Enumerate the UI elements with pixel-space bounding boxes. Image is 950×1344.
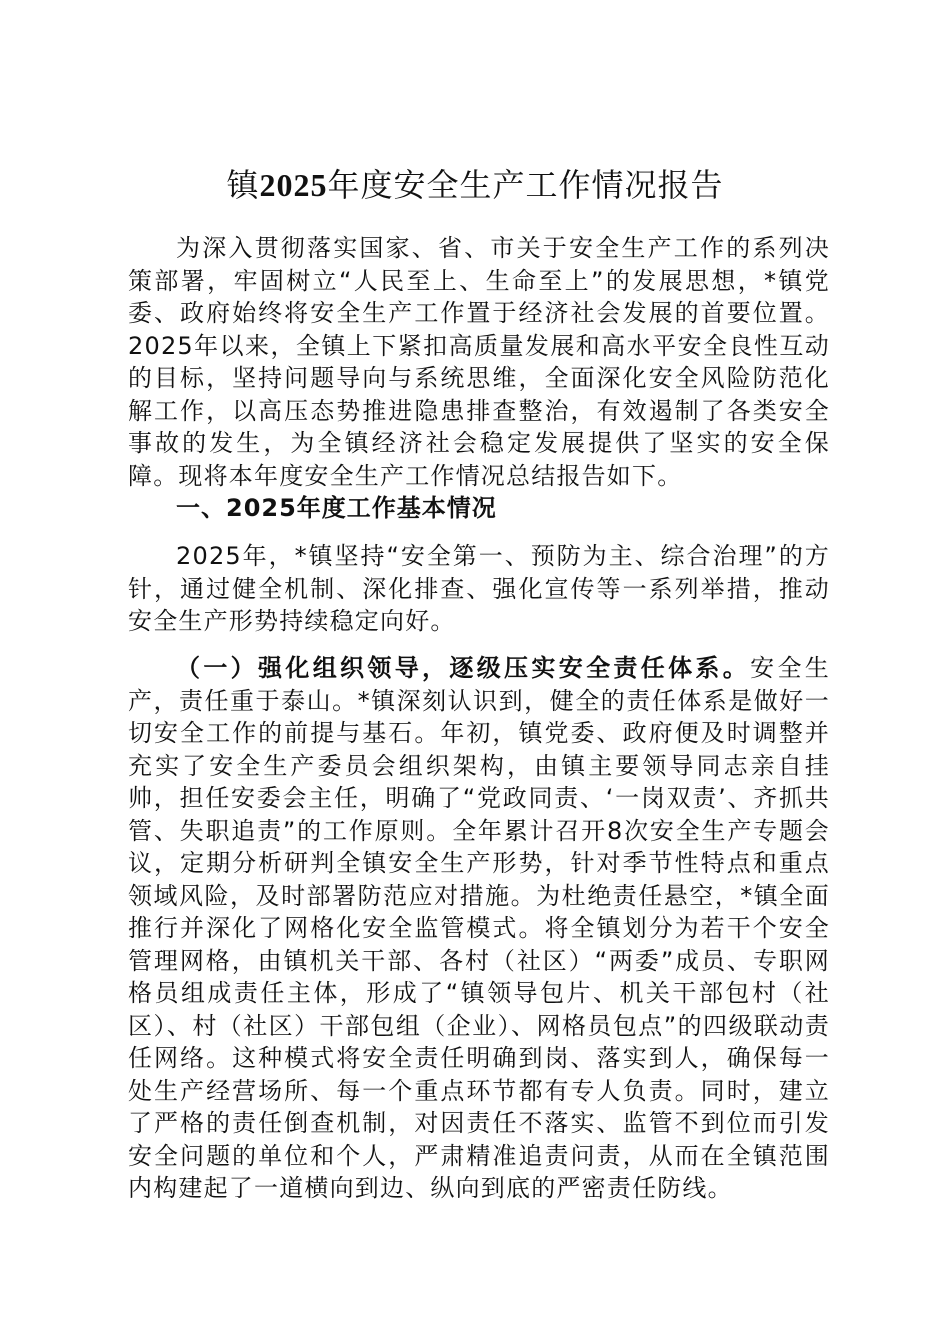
title-prefix: 镇 [226, 166, 260, 204]
section-heading-1: 一、2025年度工作基本情况 [176, 494, 497, 522]
title-suffix: 年度安全生产工作情况报告 [327, 166, 724, 204]
subsection-1-lead: （一）强化组织领导，逐级压实安全责任体系。 [176, 654, 751, 682]
subsection-1-paragraph [128, 652, 830, 1205]
title-year: 2025 [259, 167, 328, 203]
subsection-1-body: 安全生产，责任重于泰山。*镇深刻认识到，健全的责任体系是做好一切安全工作的前提与基石。年初，镇党委、政府便及时调整并充实了安全生产委员会组织架构，由镇主要领导同志亲自挂帅，担任安委会主任，明确了“党政同责、‘一岗双责’、齐抓共管、失职追责”的工作原则。全年累计召开8次安全生产专题会议，定期分析研判全镇安全生产形势，针对季节性特点和重点领域风险，及时部署防范应对措施。为杜绝责任悬空，*镇全面推行并深化了网格化安全监管模式。将全镇划分为若干个安全管理网格，由镇机关干部、各村（社区）“两委”成员、专职网格员组成责任主体，形成了“镇领导包片、机关干部包村（社区）、村（社区）干部包组（企业）、网格员包点”的四级联动责任网络。这种模式将安全责任明确到岗、落实到人，确保每一处生产经营场所、每一个重点环节都有专人负责。同时，建立了严格的责任倒查机制，对因责任不落实、监管不到位而引发安全问题的单位和个人，严肃精准追责问责，从而在全镇范围内构建起了一道横向到边、纵向到底的严密责任防线。 [128, 654, 830, 1202]
document-title [0, 163, 950, 207]
intro-paragraph: 为深入贯彻落实国家、省、市关于安全生产工作的系列决策部署，牢固树立“人民至上、生命至上”的发展思想，*镇党委、政府始终将安全生产工作置于经济社会发展的首要位置。2025年以来，全镇上下紧扣高质量发展和高水平安全良性互动的目标，坚持问题导向与系统思维，全面深化安全风险防范化解工作，以高压态势推进隐患排查整治，有效遏制了各类安全事故的发生，为全镇经济社会稳定发展提供了坚实的安全保障。现将本年度安全生产工作情况总结报告如下。 [128, 234, 830, 490]
section-1-paragraph: 2025年，*镇坚持“安全第一、预防为主、综合治理”的方针，通过健全机制、深化排查、强化宣传等一系列举措，推动安全生产形势持续稳定向好。 [128, 542, 830, 635]
